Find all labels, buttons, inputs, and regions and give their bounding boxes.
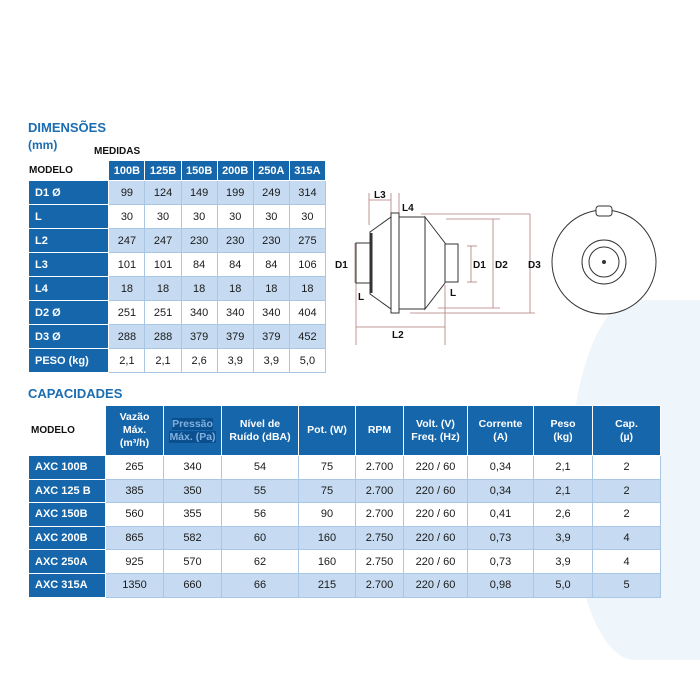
table-row (29, 503, 661, 527)
table-cell: 247 (145, 229, 181, 253)
table-cell: 149 (181, 181, 217, 205)
label-l-right: L (450, 288, 457, 299)
table-cell: 230 (181, 229, 217, 253)
model-column-header: 150B (181, 161, 217, 181)
table-cell: 75 (299, 479, 356, 503)
table-cell: 0,34 (468, 479, 534, 503)
table-row (29, 550, 661, 574)
capacities-title: CAPACIDADES (28, 386, 123, 401)
row-label: PESO (kg) (29, 349, 109, 373)
table-cell: 220 / 60 (404, 550, 468, 574)
table-cell: 275 (289, 229, 325, 253)
table-cell: 199 (217, 181, 253, 205)
table-cell: 340 (164, 456, 222, 480)
table-cell: 314 (289, 181, 325, 205)
fan-dimension-diagram (330, 180, 675, 350)
table-cell: 0,34 (468, 456, 534, 480)
table-cell: 3,9 (217, 349, 253, 373)
table-cell: 30 (217, 205, 253, 229)
table-cell: 265 (106, 456, 164, 480)
table-cell: 215 (299, 573, 356, 597)
table-cell: 2 (593, 456, 661, 480)
table-cell: 124 (145, 181, 181, 205)
table-cell: 379 (181, 325, 217, 349)
column-header-line: Volt. (V) (416, 417, 455, 430)
table-cell: 350 (164, 479, 222, 503)
table-cell: 3,9 (253, 349, 289, 373)
table-cell: 355 (164, 503, 222, 527)
table-row (29, 573, 661, 597)
table-cell: 18 (109, 277, 145, 301)
table-cell: 1350 (106, 573, 164, 597)
table-cell: 925 (106, 550, 164, 574)
row-label: D2 Ø (29, 301, 109, 325)
model-column-header: 250A (253, 161, 289, 181)
model-header: MODELO (29, 161, 109, 181)
row-model: AXC 125 B (29, 479, 106, 503)
table-row (29, 277, 326, 301)
row-label: L (29, 205, 109, 229)
row-model: AXC 150B (29, 503, 106, 527)
table-row (29, 181, 326, 205)
label-d3: D3 (528, 260, 541, 271)
table-cell: 220 / 60 (404, 526, 468, 550)
column-header-line: Vazão (119, 411, 150, 423)
table-cell: 249 (253, 181, 289, 205)
dimensions-unit: (mm) (28, 138, 58, 152)
table-cell: 2,1 (534, 479, 593, 503)
label-l4: L4 (402, 203, 414, 214)
row-label: L2 (29, 229, 109, 253)
table-row (29, 253, 326, 277)
table-row (29, 301, 326, 325)
table-cell: 2.700 (356, 573, 404, 597)
table-cell: 30 (145, 205, 181, 229)
table-cell: 2.700 (356, 456, 404, 480)
table-cell: 288 (145, 325, 181, 349)
label-d2: D2 (495, 260, 508, 271)
table-cell: 18 (145, 277, 181, 301)
row-model: AXC 200B (29, 526, 106, 550)
table-cell: 660 (164, 573, 222, 597)
column-header (534, 406, 593, 456)
table-cell: 5,0 (289, 349, 325, 373)
column-header-line: Peso (550, 417, 576, 430)
table-cell: 60 (222, 526, 299, 550)
table-cell: 247 (109, 229, 145, 253)
table-cell: 2.700 (356, 479, 404, 503)
table-cell: 379 (253, 325, 289, 349)
table-cell: 560 (106, 503, 164, 527)
table-row (29, 479, 661, 503)
table-cell: 99 (109, 181, 145, 205)
table-cell: 220 / 60 (404, 573, 468, 597)
row-model: AXC 100B (29, 456, 106, 480)
table-cell: 160 (299, 550, 356, 574)
column-header-line: Corrente (478, 417, 523, 430)
table-cell: 379 (217, 325, 253, 349)
table-cell: 0,41 (468, 503, 534, 527)
table-cell: 2 (593, 479, 661, 503)
table-cell: 230 (217, 229, 253, 253)
model-column-header: 125B (145, 161, 181, 181)
model-header: MODELO (29, 406, 106, 456)
table-cell: 2.700 (356, 503, 404, 527)
model-column-header: 100B (109, 161, 145, 181)
table-row (29, 325, 326, 349)
table-cell: 0,98 (468, 573, 534, 597)
table-cell: 0,73 (468, 526, 534, 550)
model-column-header: 315A (289, 161, 325, 181)
label-d1-left: D1 (335, 260, 348, 271)
table-cell: 30 (181, 205, 217, 229)
column-header-line: (kg) (553, 430, 573, 443)
table-cell: 2,1 (109, 349, 145, 373)
row-label: D1 Ø (29, 181, 109, 205)
table-cell: 2 (593, 503, 661, 527)
column-header-line: Freq. (Hz) (411, 430, 460, 443)
column-header (356, 406, 404, 456)
table-cell: 30 (289, 205, 325, 229)
table-cell: 30 (253, 205, 289, 229)
table-cell: 75 (299, 456, 356, 480)
row-label: L3 (29, 253, 109, 277)
capacities-table (28, 405, 661, 598)
table-cell: 101 (145, 253, 181, 277)
table-cell: 865 (106, 526, 164, 550)
table-cell: 582 (164, 526, 222, 550)
table-cell: 18 (253, 277, 289, 301)
measures-label: MEDIDAS (94, 146, 141, 157)
label-l2: L2 (392, 330, 404, 341)
table-cell: 0,73 (468, 550, 534, 574)
table-cell: 340 (181, 301, 217, 325)
table-cell: 2,1 (145, 349, 181, 373)
row-label: L4 (29, 277, 109, 301)
column-header-line: Ruído (dBA) (229, 430, 291, 443)
table-row (29, 229, 326, 253)
column-header-line: (A) (493, 430, 508, 443)
column-header (468, 406, 534, 456)
label-d1-right: D1 (473, 260, 486, 271)
column-header-line: Cap. (615, 417, 638, 430)
dimensions-title: DIMENSÕES (28, 120, 107, 135)
table-cell: 570 (164, 550, 222, 574)
column-header (106, 406, 164, 456)
row-model: AXC 315A (29, 573, 106, 597)
table-cell: 251 (145, 301, 181, 325)
table-cell: 452 (289, 325, 325, 349)
table-cell: 18 (181, 277, 217, 301)
fan-front-view (552, 206, 656, 314)
table-cell: 220 / 60 (404, 456, 468, 480)
table-cell: 340 (217, 301, 253, 325)
table-cell: 2.750 (356, 550, 404, 574)
table-cell: 251 (109, 301, 145, 325)
column-header (299, 406, 356, 456)
column-header-line: Pressão (172, 417, 213, 430)
column-header-line: (µ) (619, 430, 634, 443)
table-cell: 66 (222, 573, 299, 597)
column-header (222, 406, 299, 456)
table-cell: 18 (289, 277, 325, 301)
table-cell: 404 (289, 301, 325, 325)
table-row (29, 526, 661, 550)
column-header-line: Máx. (122, 424, 147, 436)
table-cell: 2,1 (534, 456, 593, 480)
row-label: D3 Ø (29, 325, 109, 349)
table-cell: 220 / 60 (404, 479, 468, 503)
table-cell: 3,9 (534, 550, 593, 574)
table-cell: 106 (289, 253, 325, 277)
table-cell: 230 (253, 229, 289, 253)
table-cell: 2.750 (356, 526, 404, 550)
column-header-line: Máx. (Pa) (169, 430, 216, 443)
table-cell: 4 (593, 550, 661, 574)
table-row (29, 205, 326, 229)
label-l-left: L (358, 292, 365, 303)
table-cell: 220 / 60 (404, 503, 468, 527)
label-l3: L3 (374, 190, 386, 201)
table-cell: 340 (253, 301, 289, 325)
table-cell: 5 (593, 573, 661, 597)
table-cell: 56 (222, 503, 299, 527)
table-cell: 84 (181, 253, 217, 277)
column-header-line: Nível de (239, 417, 281, 430)
dimensions-table (28, 160, 326, 373)
column-header-line: Pot. (W) (307, 424, 347, 436)
table-cell: 54 (222, 456, 299, 480)
column-header (164, 406, 222, 456)
table-cell: 160 (299, 526, 356, 550)
table-cell: 18 (217, 277, 253, 301)
column-header (404, 406, 468, 456)
table-cell: 5,0 (534, 573, 593, 597)
table-cell: 30 (109, 205, 145, 229)
table-cell: 84 (217, 253, 253, 277)
table-cell: 2,6 (181, 349, 217, 373)
table-cell: 4 (593, 526, 661, 550)
table-row (29, 349, 326, 373)
fan-side-view (356, 213, 458, 313)
column-header (593, 406, 661, 456)
model-column-header: 200B (217, 161, 253, 181)
column-header-line: (m³/h) (119, 437, 150, 449)
table-cell: 101 (109, 253, 145, 277)
table-cell: 90 (299, 503, 356, 527)
table-cell: 55 (222, 479, 299, 503)
table-cell: 288 (109, 325, 145, 349)
table-row (29, 456, 661, 480)
table-cell: 3,9 (534, 526, 593, 550)
column-header-line: RPM (367, 424, 392, 436)
table-cell: 62 (222, 550, 299, 574)
row-model: AXC 250A (29, 550, 106, 574)
table-cell: 84 (253, 253, 289, 277)
table-cell: 385 (106, 479, 164, 503)
table-cell: 2,6 (534, 503, 593, 527)
